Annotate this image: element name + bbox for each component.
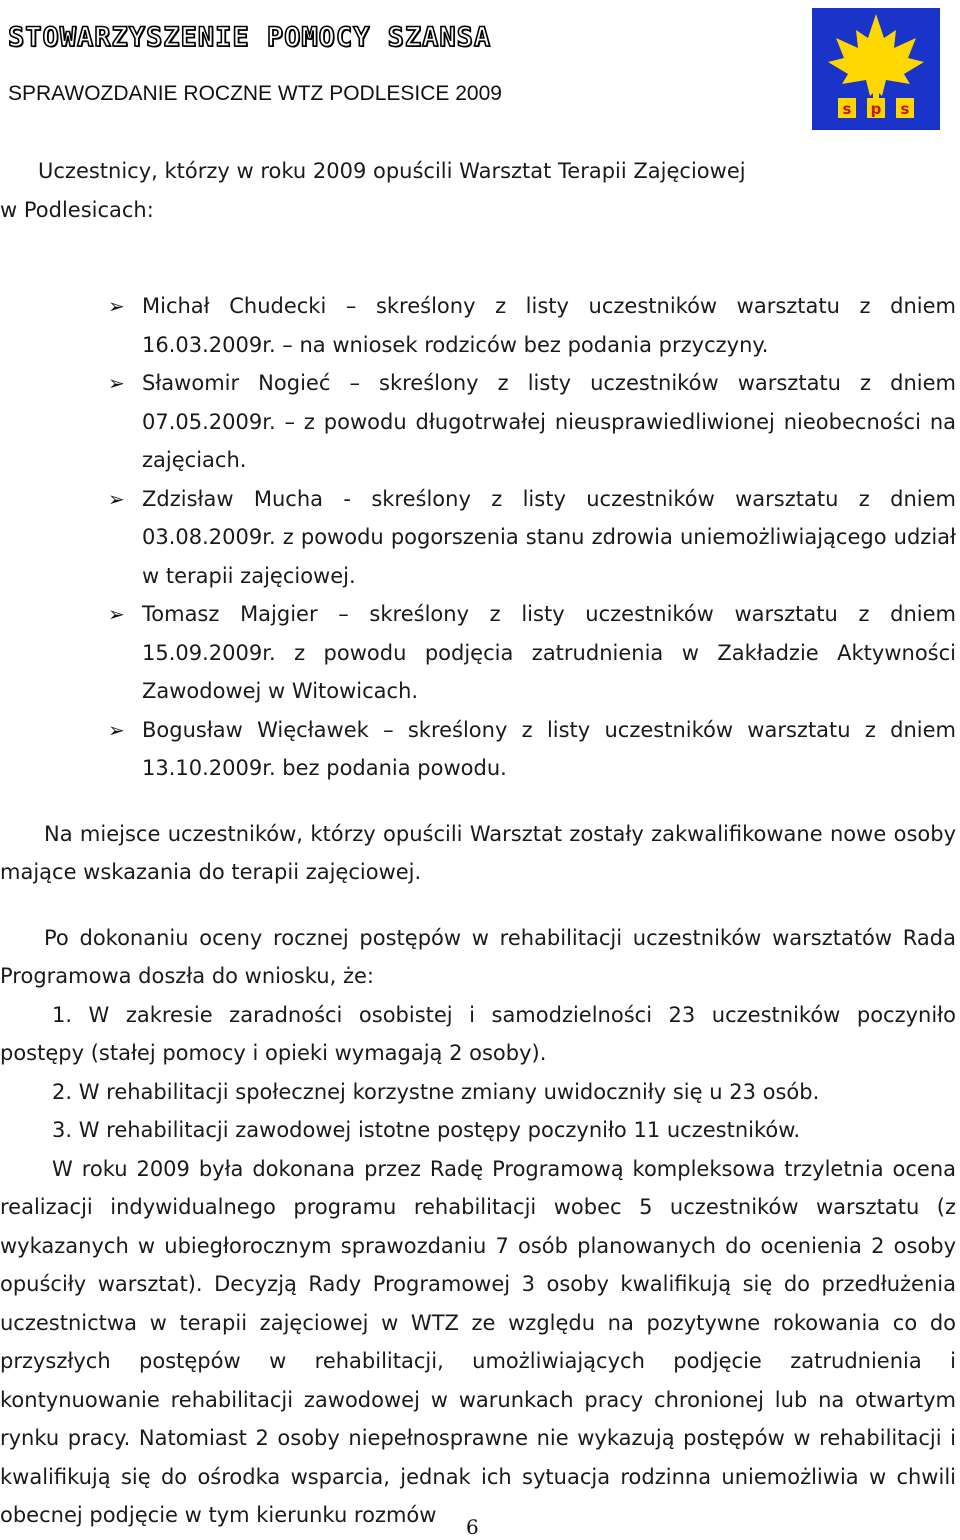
maple-leaf-logo-icon bbox=[812, 8, 940, 130]
new-participants-paragraph: Na miejsce uczestników, którzy opuścili Warsztat zostały zakwalifikowane nowe osoby mające wskazania do terapii zajęciowej. bbox=[0, 821, 956, 884]
list-item bbox=[108, 711, 956, 788]
list-item bbox=[108, 364, 956, 480]
list-item-text: Bogusław Więcławek – skreślony z listy uczestników warsztatu z dniem 13.10.2009r. bez podania powodu. bbox=[142, 717, 956, 780]
organization-logo bbox=[812, 8, 940, 130]
assessment-point-2: 2. W rehabilitacji społecznej korzystne zmiany uwidoczniły się u 23 osób. bbox=[52, 1079, 820, 1104]
arrow-bullet-icon: ➢ bbox=[108, 486, 125, 511]
list-item-text: Michał Chudecki – skreślony z listy uczestników warsztatu z dniem 16.03.2009r. – na wniosek rodziców bez podania przyczyny. bbox=[142, 294, 956, 357]
logo-letter: s bbox=[900, 100, 910, 118]
assessment-point-1: 1. W zakresie zaradności osobistej i samodzielności 23 uczestników poczyniło postępy (stałej pomocy i opieki wymagają 2 osoby). bbox=[0, 1002, 956, 1065]
list-item-text: Tomasz Majgier – skreślony z listy uczestników warsztatu z dniem 15.09.2009r. z powodu podjęcia zatrudnienia w Zakładzie Aktywności Zawodowej w Witowicach. bbox=[142, 602, 956, 703]
arrow-bullet-icon: ➢ bbox=[108, 294, 125, 318]
assessment-point-3: 3. W rehabilitacji zawodowej istotne postępy poczyniło 11 uczestników. bbox=[52, 1118, 801, 1142]
list-item bbox=[108, 595, 956, 711]
participant-list bbox=[0, 287, 956, 788]
page-number: 6 bbox=[466, 1515, 479, 1539]
logo-letter: s bbox=[842, 100, 852, 118]
logo-letter: p bbox=[870, 100, 882, 118]
intro-paragraph bbox=[0, 152, 956, 229]
organization-name: STOWARZYSZENIE POMOCY SZANSA bbox=[8, 22, 492, 53]
list-item-text: Zdzisław Mucha - skreślony z listy uczestników warsztatu z dniem 03.08.2009r. z powodu pogorszenia stanu zdrowia uniemożliwiającego udział w terapii zajęciowej. bbox=[142, 486, 956, 588]
arrow-bullet-icon: ➢ bbox=[108, 371, 125, 395]
report-title: SPRAWOZDANIE ROCZNE WTZ PODLESICE 2009 bbox=[8, 82, 502, 105]
arrow-bullet-icon: ➢ bbox=[108, 602, 125, 626]
intro-line-2: w Podlesicach: bbox=[0, 197, 154, 222]
document-body bbox=[0, 152, 956, 1535]
list-item-text: Sławomir Nogieć – skreślony z listy uczestników warsztatu z dniem 07.05.2009r. – z powodu długotrwałej nieusprawiedliwionej nieobecności na zajęciach. bbox=[142, 371, 956, 472]
assessment-intro-paragraph: Po dokonaniu oceny rocznej postępów w rehabilitacji uczestników warsztatów Rada Programowa doszła do wniosku, że: bbox=[0, 925, 956, 988]
list-item bbox=[108, 287, 956, 364]
evaluation-paragraph: W roku 2009 była dokonana przez Radę Programową kompleksowa trzyletnia ocena realizacji indywidualnego programu rehabilitacji wobec 5 uczestników warsztatu (z wykazanych w ubiegłorocznym sprawozdaniu 7 osób planowanych do ocenienia 2 osoby opuściły warsztat). Decyzją Rady Programowej 3 osoby kwalifikują się do przedłużenia uczestnictwa w terapii zajęciowej w WTZ ze względu na pozytywne rokowania co do przyszłych postępów w rehabilitacji, umożliwiających podjęcie zatrudnienia i kontynuowanie rehabilitacji zawodowej w warunkach pracy chronionej lub na otwartym rynku pracy. Natomiast 2 osoby niepełnosprawne nie wykazują postępów w rehabilitacji i kwalifikują się do ośrodka wsparcia, jednak ich sytuacja rodzinna uniemożliwia w chwili obecnej podjęcie w tym kierunku rozmów bbox=[0, 1156, 956, 1527]
list-item bbox=[108, 480, 956, 596]
intro-line-1: Uczestnicy, którzy w roku 2009 opuścili Warsztat Terapii Zajęciowej bbox=[38, 159, 746, 183]
arrow-bullet-icon: ➢ bbox=[108, 717, 125, 742]
